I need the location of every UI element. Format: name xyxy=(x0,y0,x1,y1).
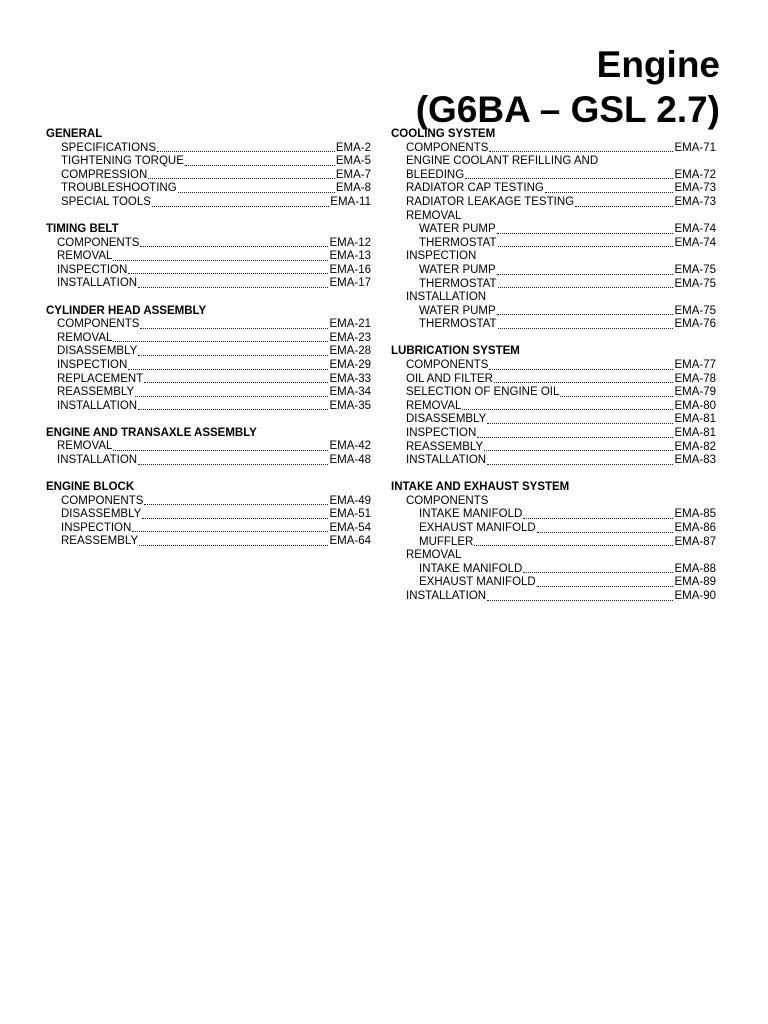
toc-entry-heading xyxy=(391,155,716,169)
leader-dots xyxy=(497,268,674,275)
toc-entry-page: EMA-8 xyxy=(335,182,371,195)
leader-dots xyxy=(113,335,328,342)
toc-entry[interactable] xyxy=(391,563,716,577)
toc-entry-page: EMA-2 xyxy=(335,141,371,154)
toc-entry-page: EMA-51 xyxy=(329,508,371,521)
toc-entry[interactable] xyxy=(46,345,371,359)
toc-entry-page: EMA-42 xyxy=(329,440,371,453)
toc-entry-page: EMA-54 xyxy=(329,521,371,534)
toc-entry-label: OIL AND FILTER xyxy=(406,372,493,385)
leader-dots xyxy=(178,186,335,193)
toc-section-engine-transaxle xyxy=(46,427,371,468)
toc-entry-page: EMA-11 xyxy=(330,195,371,208)
toc-entry-label: TROUBLESHOOTING xyxy=(61,182,177,195)
toc-entry[interactable] xyxy=(391,305,716,319)
toc-entry[interactable] xyxy=(46,318,371,332)
toc-entry-label: INSTALLATION xyxy=(406,454,487,467)
toc-entry[interactable] xyxy=(46,400,371,414)
leader-dots xyxy=(140,322,328,329)
toc-right-column xyxy=(391,128,716,617)
toc-entry[interactable] xyxy=(391,169,716,183)
toc-entry-label: THERMOSTAT xyxy=(419,318,497,331)
toc-entry-label: MUFFLER xyxy=(419,535,474,548)
toc-entry-label: EXHAUST MANIFOLD xyxy=(419,576,536,589)
toc-entry-page: EMA-48 xyxy=(329,453,371,466)
leader-dots xyxy=(575,200,673,207)
leader-dots xyxy=(484,444,673,451)
toc-subheading xyxy=(391,210,716,224)
leader-dots xyxy=(497,308,674,315)
toc-section-general xyxy=(46,128,371,210)
toc-entry[interactable] xyxy=(391,441,716,455)
toc-entry-label: RADIATOR CAP TESTING xyxy=(406,182,544,195)
toc-entry-label: INSPECTION xyxy=(406,426,477,439)
toc-subheading-label: REMOVAL xyxy=(406,209,462,222)
leader-dots xyxy=(537,580,674,587)
section-title: INTAKE AND EXHAUST SYSTEM xyxy=(391,481,570,494)
toc-entry-label: DISASSEMBLY xyxy=(57,345,138,358)
leader-dots xyxy=(139,539,328,546)
leader-dots xyxy=(523,566,673,573)
toc-entry[interactable] xyxy=(391,386,716,400)
leader-dots xyxy=(157,145,335,152)
toc-entry[interactable] xyxy=(46,277,371,291)
toc-entry[interactable] xyxy=(391,237,716,251)
toc-entry[interactable] xyxy=(391,223,716,237)
leader-dots xyxy=(140,240,328,247)
toc-entry-page: EMA-73 xyxy=(674,195,716,208)
toc-entry-label: DISASSEMBLY xyxy=(406,413,487,426)
leader-dots xyxy=(489,145,673,152)
leader-dots xyxy=(487,417,673,424)
section-title: COOLING SYSTEM xyxy=(391,128,496,140)
toc-entry[interactable] xyxy=(46,196,371,210)
toc-entry[interactable] xyxy=(46,250,371,264)
toc-entry[interactable] xyxy=(391,413,716,427)
toc-entry[interactable] xyxy=(391,427,716,441)
toc-entry-page: EMA-78 xyxy=(674,372,716,385)
toc-entry[interactable] xyxy=(46,169,371,183)
leader-dots xyxy=(498,322,674,329)
toc-entry-label: SPECIFICATIONS xyxy=(61,141,156,154)
toc-entry[interactable] xyxy=(46,237,371,251)
leader-dots xyxy=(138,458,328,465)
leader-dots xyxy=(144,376,328,383)
toc-section-intake-exhaust xyxy=(391,481,716,603)
toc-subheading xyxy=(391,291,716,305)
toc-entry[interactable] xyxy=(46,495,371,509)
leader-dots xyxy=(128,267,328,274)
toc-subheading-label: COMPONENTS xyxy=(406,494,489,507)
leader-dots xyxy=(494,376,674,383)
toc-entry-label: INSPECTION xyxy=(57,263,128,276)
toc-entry-label: REASSEMBLY xyxy=(57,386,135,399)
leader-dots xyxy=(462,403,673,410)
toc-section-engine-block xyxy=(46,481,371,549)
toc-entry-page: EMA-75 xyxy=(674,304,716,317)
toc-entry-label: EXHAUST MANIFOLD xyxy=(419,522,536,535)
toc-entry-page: EMA-80 xyxy=(674,399,716,412)
toc-entry[interactable] xyxy=(391,264,716,278)
toc-entry-label: REASSEMBLY xyxy=(61,535,139,548)
toc-entry-page: EMA-64 xyxy=(329,535,371,548)
toc-entry-page: EMA-79 xyxy=(674,386,716,399)
toc-entry-page: EMA-74 xyxy=(674,236,716,249)
toc-entry-page: EMA-88 xyxy=(674,562,716,575)
toc-entry[interactable] xyxy=(391,454,716,468)
toc-entry-page: EMA-71 xyxy=(674,141,716,154)
toc-entry[interactable] xyxy=(391,373,716,387)
toc-subheading xyxy=(391,495,716,509)
toc-entry-label: ENGINE COOLANT REFILLING AND xyxy=(406,155,599,168)
toc-entry[interactable] xyxy=(391,318,716,332)
toc-entry-label: COMPONENTS xyxy=(57,318,140,331)
toc-entry-label: REMOVAL xyxy=(57,440,113,453)
toc-entry[interactable] xyxy=(46,332,371,346)
leader-dots xyxy=(135,390,328,397)
toc-entry-label: INSTALLATION xyxy=(57,453,138,466)
toc-entry-page: EMA-81 xyxy=(674,426,716,439)
toc-entry-label: THERMOSTAT xyxy=(419,236,497,249)
toc-entry[interactable] xyxy=(391,278,716,292)
leader-dots xyxy=(560,390,673,397)
leader-dots xyxy=(138,403,328,410)
toc-entry[interactable] xyxy=(391,196,716,210)
toc-entry[interactable] xyxy=(391,508,716,522)
toc-entry[interactable] xyxy=(46,264,371,278)
section-title: GENERAL xyxy=(46,128,103,140)
toc-entry-page: EMA-90 xyxy=(674,590,716,602)
toc-entry[interactable] xyxy=(46,522,371,536)
toc-entry-page: EMA-17 xyxy=(329,277,371,290)
leader-dots xyxy=(113,444,328,451)
toc-entry[interactable] xyxy=(391,400,716,414)
page-title xyxy=(416,42,720,132)
toc-entry-page: EMA-5 xyxy=(335,155,371,168)
leader-dots xyxy=(142,512,328,519)
toc-entry-page: EMA-34 xyxy=(329,386,371,399)
leader-dots xyxy=(474,539,673,546)
toc-subheading-label: INSPECTION xyxy=(406,250,477,263)
toc-entry[interactable] xyxy=(46,454,371,468)
toc-section-cooling-system xyxy=(391,128,716,332)
toc-entry-label: INSTALLATION xyxy=(57,277,138,290)
toc-entry-page: EMA-7 xyxy=(335,168,371,181)
leader-dots xyxy=(498,240,674,247)
toc-subheading-label: INSTALLATION xyxy=(406,291,487,304)
leader-dots xyxy=(128,363,328,370)
leader-dots xyxy=(138,349,328,356)
toc-subheading-label: REMOVAL xyxy=(406,549,462,562)
leader-dots xyxy=(138,281,328,288)
toc-entry[interactable] xyxy=(391,142,716,156)
toc-entry-label: INTAKE MANIFOLD xyxy=(419,562,523,575)
toc-entry[interactable] xyxy=(391,182,716,196)
leader-dots xyxy=(185,159,335,166)
toc-entry-label: COMPONENTS xyxy=(406,141,489,154)
toc-entry-label: SPECIAL TOOLS xyxy=(61,195,151,208)
toc-subheading xyxy=(391,250,716,264)
toc-entry[interactable] xyxy=(46,386,371,400)
toc-entry-page: EMA-35 xyxy=(329,399,371,412)
section-title: ENGINE BLOCK xyxy=(46,481,135,494)
toc-subheading xyxy=(391,549,716,563)
leader-dots xyxy=(113,254,328,261)
toc-entry-label: REASSEMBLY xyxy=(406,440,484,453)
toc-entry-page: EMA-83 xyxy=(674,454,716,467)
toc-entry-page: EMA-74 xyxy=(674,223,716,236)
toc-entry-label: WATER PUMP xyxy=(419,223,496,236)
leader-dots xyxy=(465,172,673,179)
toc-entry[interactable] xyxy=(46,535,371,549)
leader-dots xyxy=(497,227,674,234)
toc-entry-page: EMA-72 xyxy=(674,168,716,181)
toc-entry-label: REMOVAL xyxy=(57,331,113,344)
toc-entry-page: EMA-23 xyxy=(329,331,371,344)
toc-section-lubrication xyxy=(391,345,716,467)
toc-entry-page: EMA-85 xyxy=(674,508,716,521)
toc-entry-label: REPLACEMENT xyxy=(57,372,144,385)
toc-entry[interactable] xyxy=(46,440,371,454)
toc-entry-label: SELECTION OF ENGINE OIL xyxy=(406,386,560,399)
toc-entry-page: EMA-75 xyxy=(674,277,716,290)
section-title: ENGINE AND TRANSAXLE ASSEMBLY xyxy=(46,426,257,439)
toc-entry-label: COMPRESSION xyxy=(61,168,148,181)
toc-entry-page: EMA-73 xyxy=(674,182,716,195)
page-title-line-2: (G6BA – GSL 2.7) xyxy=(415,89,720,130)
toc-entry[interactable] xyxy=(46,359,371,373)
toc-entry-page: EMA-86 xyxy=(674,522,716,535)
toc-entry-label: DISASSEMBLY xyxy=(61,508,142,521)
leader-dots xyxy=(487,594,673,601)
page-title-line-1: Engine xyxy=(596,44,720,85)
toc-entry-page: EMA-13 xyxy=(329,250,371,263)
toc-entry-page: EMA-77 xyxy=(674,359,716,371)
toc-entry[interactable] xyxy=(46,182,371,196)
toc-entry[interactable] xyxy=(46,155,371,169)
leader-dots xyxy=(489,363,673,370)
toc-entry-page: EMA-49 xyxy=(329,494,371,507)
toc-entry-label: RADIATOR LEAKAGE TESTING xyxy=(406,195,575,208)
toc-entry-label: INSTALLATION xyxy=(406,590,487,602)
toc-entry-label: WATER PUMP xyxy=(419,263,496,276)
toc-entry-label: THERMOSTAT xyxy=(419,277,497,290)
toc-entry[interactable] xyxy=(46,373,371,387)
toc-entry-label: COMPONENTS xyxy=(57,236,140,249)
toc-entry-label: COMPONENTS xyxy=(406,359,489,371)
leader-dots xyxy=(132,525,328,532)
toc-entry-page: EMA-76 xyxy=(674,318,716,331)
toc-entry[interactable] xyxy=(46,508,371,522)
toc-section-timing-belt xyxy=(46,223,371,291)
toc-entry-label: INSPECTION xyxy=(57,358,128,371)
toc-entry-page: EMA-33 xyxy=(329,372,371,385)
leader-dots xyxy=(545,186,674,193)
toc-entry-page: EMA-81 xyxy=(674,413,716,426)
toc-entry-page: EMA-75 xyxy=(674,263,716,276)
toc-entry-page: EMA-87 xyxy=(674,535,716,548)
toc-entry-page: EMA-21 xyxy=(329,318,371,331)
leader-dots xyxy=(477,431,673,438)
toc-entry[interactable] xyxy=(391,359,716,373)
toc-entry-page: EMA-16 xyxy=(329,263,371,276)
leader-dots xyxy=(487,458,673,465)
section-title: LUBRICATION SYSTEM xyxy=(391,345,520,358)
toc-entry-page: EMA-89 xyxy=(674,576,716,589)
toc-entry-label: TIGHTENING TORQUE xyxy=(61,155,184,168)
toc-section-cylinder-head xyxy=(46,305,371,414)
toc-entry-label: COMPONENTS xyxy=(61,494,144,507)
toc-entry-label: REMOVAL xyxy=(57,250,113,263)
toc-entry-page: EMA-12 xyxy=(329,236,371,249)
toc-entry[interactable] xyxy=(391,536,716,550)
toc-entry[interactable] xyxy=(391,590,716,604)
leader-dots xyxy=(152,200,329,207)
toc-entry-page: EMA-29 xyxy=(329,358,371,371)
toc-entry[interactable] xyxy=(391,522,716,536)
toc-entry-page: EMA-28 xyxy=(329,345,371,358)
toc-entry-label: INTAKE MANIFOLD xyxy=(419,508,523,521)
leader-dots xyxy=(523,512,673,519)
toc-entry-label: WATER PUMP xyxy=(419,304,496,317)
toc-entry-label: INSTALLATION xyxy=(57,399,138,412)
toc-entry-label: REMOVAL xyxy=(406,399,462,412)
toc-entry[interactable] xyxy=(391,576,716,590)
leader-dots xyxy=(144,498,328,505)
section-title: TIMING BELT xyxy=(46,223,119,236)
leader-dots xyxy=(498,281,674,288)
toc-entry-label: BLEEDING xyxy=(406,168,465,181)
leader-dots xyxy=(537,526,674,533)
toc-entry-label: INSPECTION xyxy=(61,521,132,534)
toc-left-column xyxy=(46,128,371,563)
leader-dots xyxy=(148,172,335,179)
section-title: CYLINDER HEAD ASSEMBLY xyxy=(46,304,207,317)
toc-entry-page: EMA-82 xyxy=(674,440,716,453)
toc-entry[interactable] xyxy=(46,142,371,156)
